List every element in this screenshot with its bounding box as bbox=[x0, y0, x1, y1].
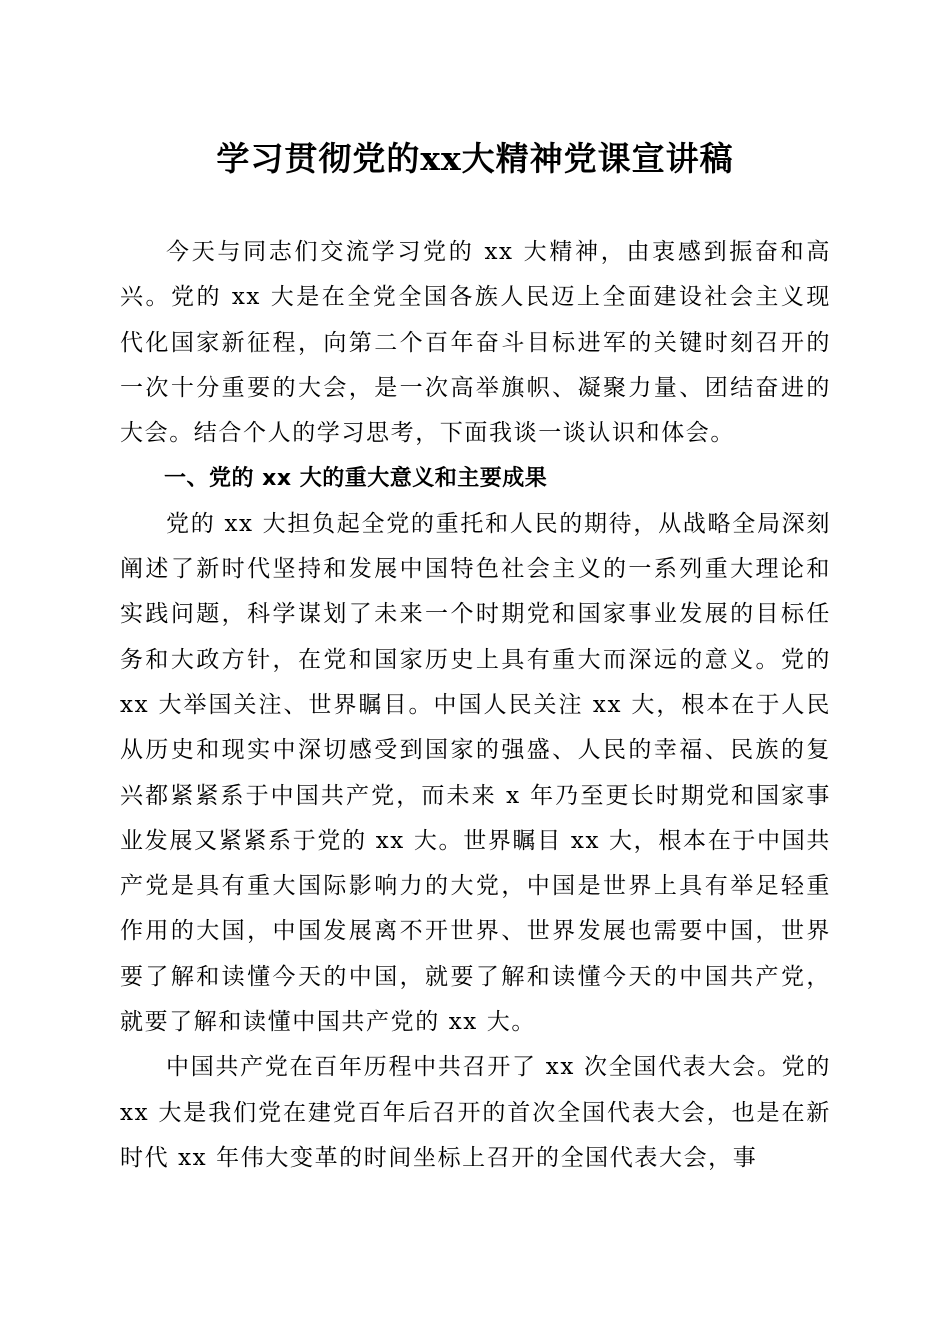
section-heading: 一、党的 xx 大的重大意义和主要成果 bbox=[164, 466, 548, 492]
body-paragraph: 中国共产党在百年历程中共召开了 xx 次全国代表大会。党的 xx 大是我们党在建党百年后召开的首次全国代表大会，也是在新时代 xx 年伟大变革的时间坐标上召开的全国代表大会，事 bbox=[120, 1054, 831, 1171]
document-body bbox=[120, 230, 831, 1181]
body-paragraph: 党的 xx 大担负起全党的重托和人民的期待，从战略全局深刻阐述了新时代坚持和发展中国特色社会主义的一系列重大理论和实践问题，科学谋划了未来一个时期党和国家事业发展的目标任务和大政方针，在党和国家历史上具有重大而深远的意义。党的 xx 大举国关注、世界瞩目。中国人民关注 xx 大，根本在于人民从历史和现实中深切感受到国家的强盛、人民的幸福、民族的复兴都紧紧系于中国共产党，而未来 x 年乃至更长时期党和国家事业发展又紧紧系于党的 xx 大。世界瞩目 xx 大，根本在于中国共产党是具有重大国际影响力的大党，中国是世界上具有举足轻重作用的大国，中国发展离不开世界、世界发展也需要中国，世界要了解和读懂今天的中国，就要了解和读懂今天的中国共产党，就要了解和读懂中国共产党的 xx 大。 bbox=[120, 510, 831, 1036]
document-title: 学习贯彻党的xx大精神党课宣讲稿 bbox=[216, 139, 734, 178]
intro-paragraph: 今天与同志们交流学习党的 xx 大精神，由衷感到振奋和高兴。党的 xx 大是在全党全国各族人民迈上全面建设社会主义现代化国家新征程，向第二个百年奋斗目标进军的关键时刻召开的一次十分重要的大会，是一次高举旗帜、凝聚力量、团结奋进的大会。结合个人的学习思考，下面我谈一谈认识和体会。 bbox=[120, 239, 831, 447]
